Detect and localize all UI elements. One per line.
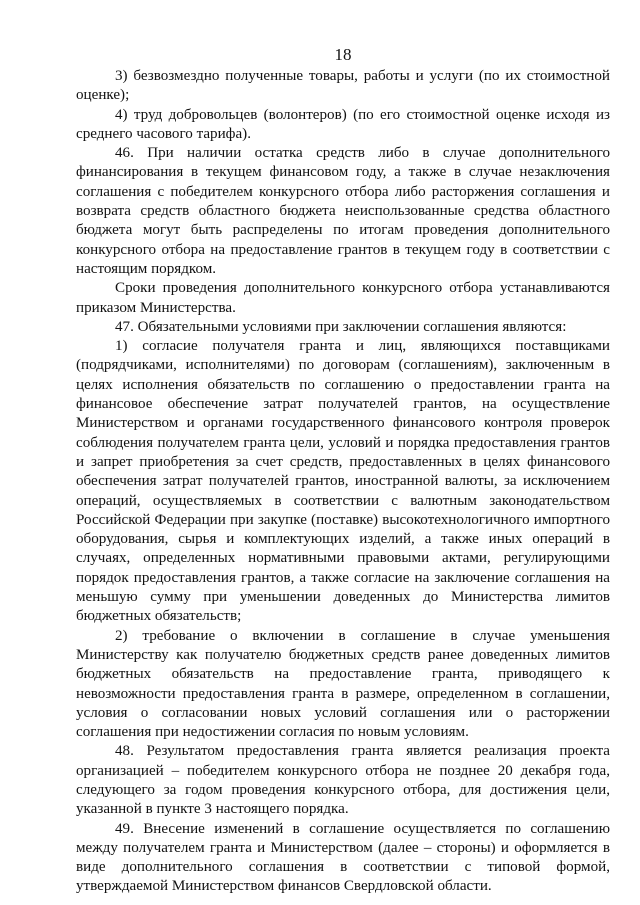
page-number: 18 bbox=[334, 45, 352, 64]
paragraph-clause-49: 49. Внесение изменений в соглашение осуществляется по соглашению между получателем гранта и Министерством (далее – стороны) и оформляется в виде дополнительного соглашения в соответствии с типовой формой, утверждаемой Министерством финансов Свердловской области. bbox=[76, 820, 610, 895]
paragraph-item-3: 3) безвозмездно полученные товары, работы и услуги (по их стоимостной оценке); bbox=[76, 68, 610, 104]
paragraph-clause-48: 48. Результатом предоставления гранта является реализация проекта организацией – победителем конкурсного отбора не позднее 20 декабря года, следующего за годом проведения конкурсного отбора, для достижения цели, указанной в пункте 3 настоящего порядка. bbox=[76, 743, 610, 818]
paragraph-clause-47-item-2: 2) требование о включении в соглашение в случае уменьшения Министерству как получателю бюджетных средств ранее доведенных лимитов бюджетных обязательств на предоставление гранта, приводящего к невозможности предоставления гранта в размере, определенном в соглашении, условия о согласовании новых условий соглашения или о расторжении соглашения при недостижении согласия по новым условиям. bbox=[76, 627, 610, 741]
paragraph-clause-46: 46. При наличии остатка средств либо в случае дополнительного финансирования в текущем финансовом году, а также в случае незаключения соглашения с победителем конкурсного отбора либо расторжения соглашения и возврата средств областного бюджета неиспользованные средства областного бюджета могут быть распределены по итогам проведения дополнительного конкурсного отбора на предоставление грантов в текущем году в соответствии с настоящим порядком. bbox=[76, 145, 610, 277]
document-page bbox=[76, 44, 610, 897]
paragraph-clause-47-item-1: 1) согласие получателя гранта и лиц, являющихся поставщиками (подрядчиками, исполнителями) по договорам (соглашениям), заключенным в целях исполнения обязательств по соглашению о предоставлении гранта на финансовое обеспечение затрат получателей грантов, на осуществление Министерством и органами государственного финансового контроля проверок соблюдения получателем гранта цели, условий и порядка предоставления грантов и запрет приобретения за счет средств, предоставленных в целях финансового обеспечения затрат получателей грантов, иностранной валюты, за исключением операций, осуществляемых в соответствии с валютным законодательством Российской Федерации при закупке (поставке) высокотехнологичного импортного оборудования, сырья и комплектующих изделий, а также иных операций в случаях, определенных нормативными правовыми актами, регулирующими порядок предоставления грантов, а также согласие на заключение соглашения на меньшую сумму при уменьшении доведенных до Министерства лимитов бюджетных обязательств; bbox=[76, 338, 610, 625]
paragraph-clause-47: 47. Обязательными условиями при заключении соглашения являются: bbox=[115, 318, 567, 335]
paragraph-additional-selection-terms: Сроки проведения дополнительного конкурсного отбора устанавливаются приказом Министерства. bbox=[76, 280, 610, 316]
paragraph-item-4: 4) труд добровольцев (волонтеров) (по его стоимостной оценке исходя из среднего часового тарифа). bbox=[76, 106, 610, 142]
